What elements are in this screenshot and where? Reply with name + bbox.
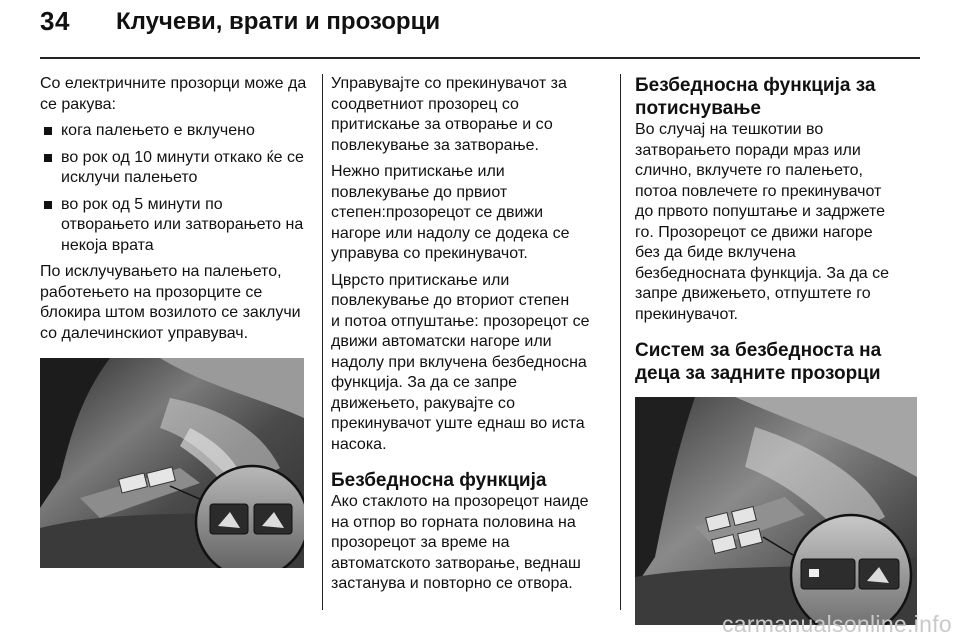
override-heading: Безбедносна функција за потиснување [635,75,876,119]
intro-paragraph: Со електричните прозорци може да се ракува: [40,75,307,113]
override-paragraph: Во случај на тешкотии во затворањето поради мраз или слично, вклучете го палењето, потоа повлечете го прекинувачот до првото попуштање и задржете го. Прозорецот се движи нагоре без да биде вклучена безбедносната функција. За да се запре движењето, отпуштете го прекинувачот. [635,121,890,323]
window-switch-photo [40,358,304,568]
page-number: 34 [40,6,70,36]
safety-function-paragraph: Ако стаклото на прозорецот наиде на отпор во горната половина на прозорецот за време на автоматското затворање, веднаш застанува и повторно се отвора. [331,493,589,592]
header-rule [40,57,920,59]
list-item: кога палењето е вклучено [40,121,310,142]
column-3 [635,74,920,625]
list-item: во рок од 10 минути откако ќе се исклучи палењето [40,148,310,189]
condition-list [40,121,310,256]
column-divider-2 [620,74,621,610]
safety-function-heading: Безбедносна функција [331,470,547,491]
column-2 [331,74,606,601]
page-title: Клучеви, врати и прозорци [116,8,441,35]
watermark: carmanualsonline.info [721,611,952,637]
column-divider-1 [322,74,323,610]
column-1 [40,74,310,568]
firm-press-paragraph: Цврсто притискање или повлекување до вториот степен и потоа отпуштање: прозорецот се движи автоматски нагоре или надолу при вклучена безбедносна функција. За да се запре движењето, ракувајте со прекинувачот уште еднаш во иста насока. [331,271,590,453]
child-safety-heading: Систем за безбедноста на деца за задните прозорци [635,340,882,384]
gentle-press-paragraph: Нежно притискање или повлекување до првиот степен:прозорецот се движи нагоре или надолу се додека се управува со прекинувачот. [331,163,570,262]
blocking-paragraph: По исклучувањето на палењето, работењето на прозорците се блокира штом возилото се заклучи со далечинскиот управувач. [40,263,301,342]
child-safety-switch-photo [635,397,917,625]
operation-paragraph: Управувајте со прекинувачот за соодветниот прозорец со притискање за отворање и со повлекување за затворање. [331,75,567,154]
list-item: во рок од 5 минути по отворањето или затворањето на некоја врата [40,195,310,257]
